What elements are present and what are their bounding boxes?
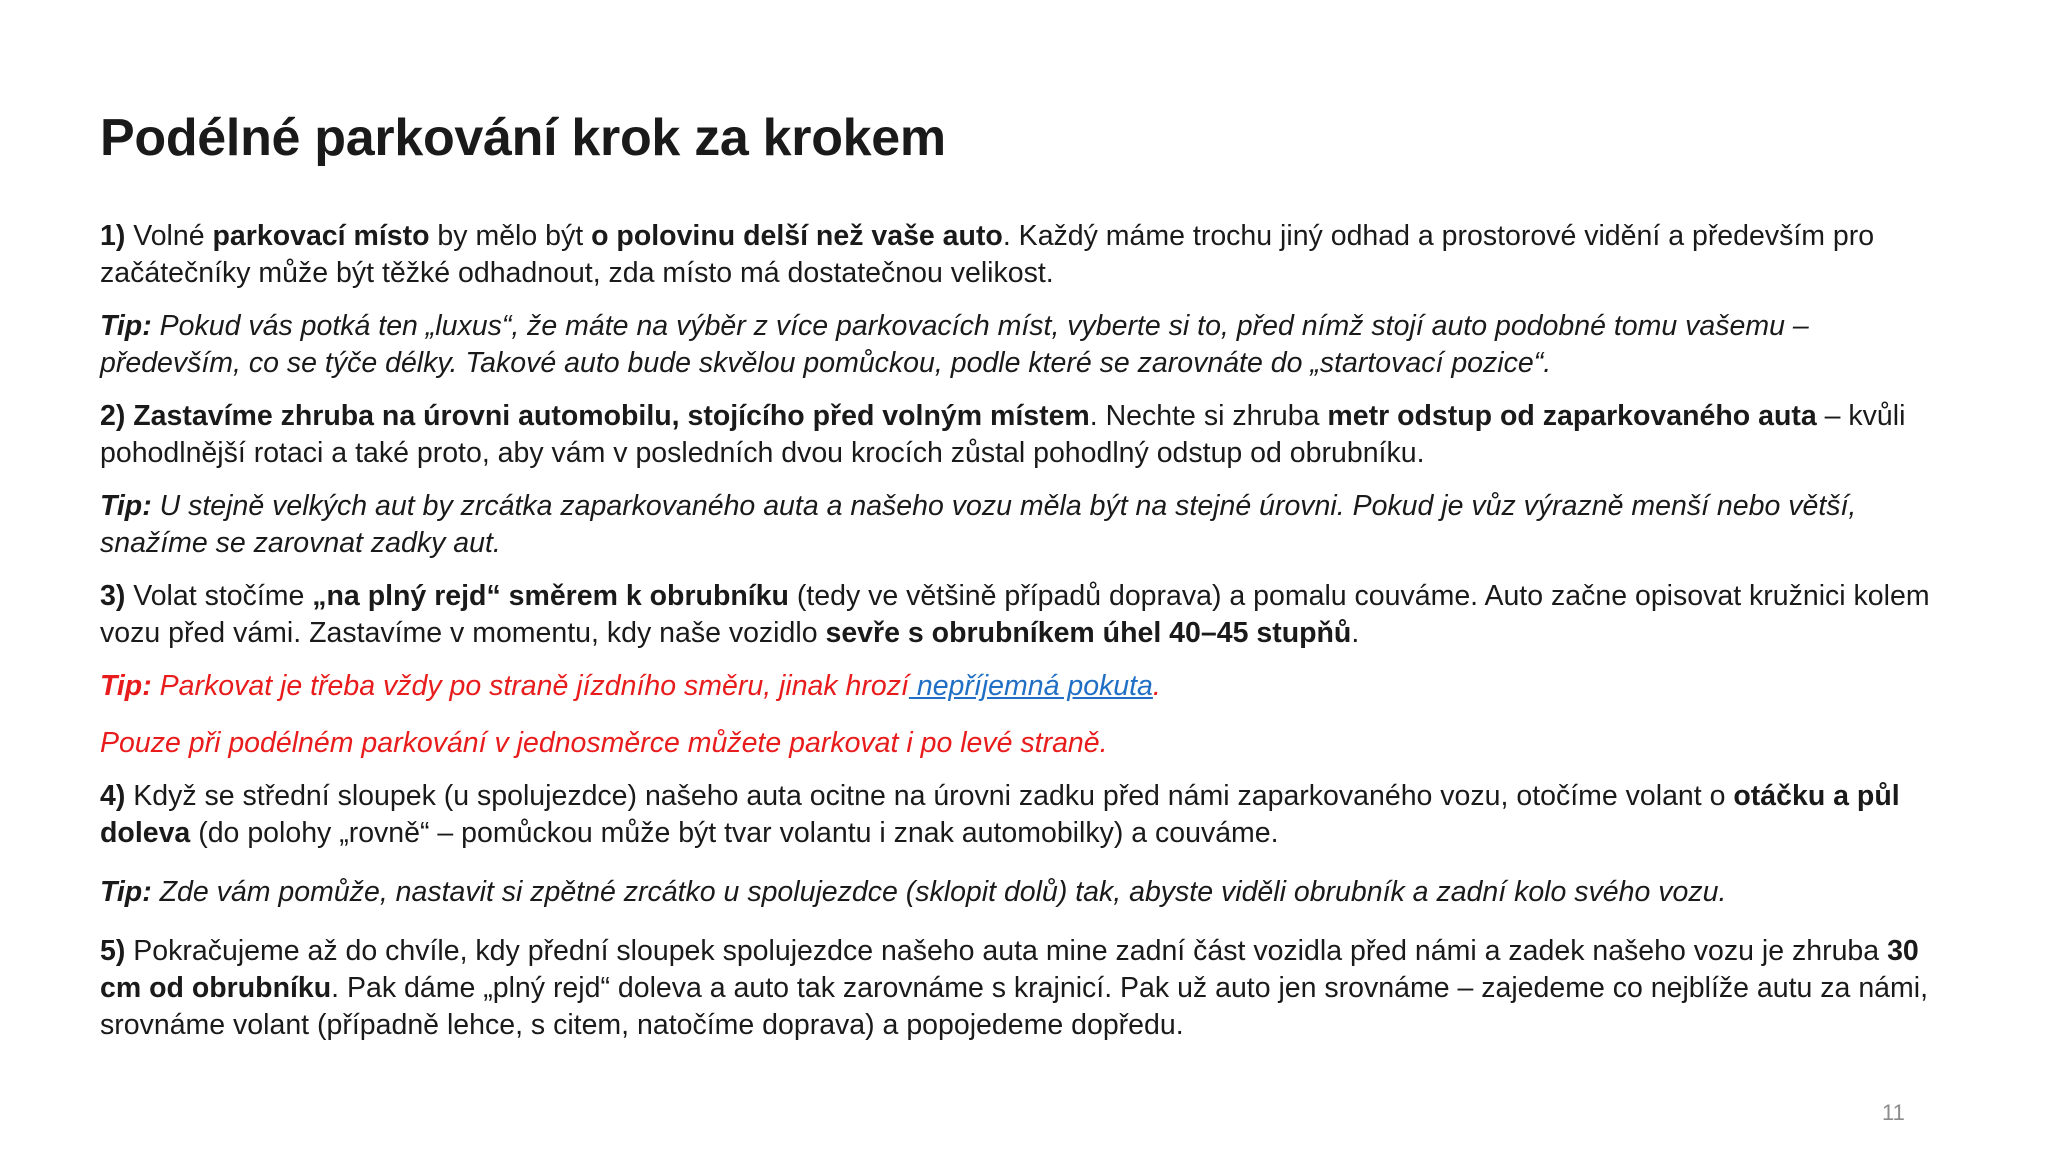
tip-label: Tip: <box>100 490 152 522</box>
step-4-paragraph <box>100 778 1950 852</box>
step-text: Volné <box>125 220 213 252</box>
step-text: . Nechte si zhruba <box>1089 400 1328 432</box>
step-5-paragraph <box>100 933 1950 1044</box>
step-text: Pokračujeme až do chvíle, kdy přední sloupek spolujezdce našeho auta mine zadní část vozidla před námi a zadek našeho vozu je zhruba <box>125 935 1888 967</box>
tip-4-paragraph <box>100 874 1950 911</box>
tip-text-end: . <box>1152 670 1161 702</box>
tip-1-paragraph <box>100 308 1950 382</box>
step-bold-text: Zastavíme zhruba na úrovni automobilu, stojícího před volným místem <box>125 400 1090 432</box>
tip-label: Tip: <box>100 310 152 342</box>
step-text: . Pak dáme „plný rejd“ doleva a auto tak zarovnáme s krajnicí. Pak už auto jen srovnáme – zajedeme co nejblíže autu za námi, srovnáme volant (případně lehce, s citem, natočíme doprava) a popojedeme dopředu. <box>100 972 1929 1041</box>
step-bold-text: „na plný rejd“ směrem k obrubníku <box>312 580 789 612</box>
step-bold-text: parkovací místo <box>212 220 430 252</box>
step-1-paragraph <box>100 218 1950 292</box>
one-way-note: Pouze při podélném parkování v jednosměrce můžete parkovat i po levé straně. <box>100 727 1108 759</box>
slide-content <box>100 218 1950 1060</box>
step-bold-text: sevře s obrubníkem úhel 40–45 stupňů <box>825 617 1352 649</box>
step-number: 2) <box>100 400 126 432</box>
step-text: – kvůli pohodlnější rotaci a také proto, aby vám v posledních dvou krocích zůstal pohodlný odstup od obrubníku. <box>100 400 1906 469</box>
tip-text: Zde vám pomůže, nastavit si zpětné zrcátko u spolujezdce (sklopit dolů) tak, abyste viděli obrubník a zadní kolo svého vozu. <box>151 876 1727 908</box>
step-text: . Každý máme trochu jiný odhad a prostorové vidění a především pro začátečníky může být těžké odhadnout, zda místo má dostatečnou velikost. <box>100 220 1875 289</box>
slide-title: Podélné parkování krok za krokem <box>100 109 946 167</box>
tip-3-paragraph <box>100 668 1950 705</box>
step-number: 1) <box>100 220 126 252</box>
tip-label: Tip: <box>100 670 152 702</box>
tip-text: Parkovat je třeba vždy po straně jízdního směru, jinak hrozí <box>151 670 909 702</box>
page-number: 11 <box>1882 1100 1905 1125</box>
tip-text: Pokud vás potká ten „luxus“, že máte na výběr z více parkovacích míst, vyberte si to, před nímž stojí auto podobné tomu vašemu – především, co se týče délky. Takové auto bude skvělou pomůckou, podle které se zarovnáte do „startovací pozice“. <box>100 310 1809 379</box>
step-bold-text: otáčku a půl doleva <box>100 780 1900 849</box>
step-bold-text: 30 cm od obrubníku <box>100 935 1919 1004</box>
step-text: (do polohy „rovně“ – pomůckou může být tvar volantu i znak automobilky) a couváme. <box>190 817 1279 849</box>
fine-link[interactable]: nepříjemná pokuta <box>908 670 1153 702</box>
step-number: 4) <box>100 780 126 812</box>
step-text: . <box>1351 617 1360 649</box>
step-bold-text: metr odstup od zaparkovaného auta <box>1327 400 1817 432</box>
step-2-paragraph <box>100 398 1950 472</box>
tip-2-paragraph <box>100 488 1950 562</box>
step-number: 5) <box>100 935 126 967</box>
step-3-paragraph <box>100 578 1950 652</box>
tip-text: U stejně velkých aut by zrcátka zaparkovaného auta a našeho vozu měla být na stejné úrovni. Pokud je vůz výrazně menší nebo větší, snažíme se zarovnat zadky aut. <box>100 490 1857 559</box>
tip-label: Tip: <box>100 876 152 908</box>
step-text: Volat stočíme <box>125 580 313 612</box>
step-bold-text: o polovinu delší než vaše auto <box>591 220 1003 252</box>
step-number: 3) <box>100 580 126 612</box>
step-text: (tedy ve většině případů doprava) a pomalu couváme. Auto začne opisovat kružnici kolem vozu před vámi. Zastavíme v momentu, kdy naše vozidlo <box>100 580 1930 649</box>
step-text: Když se střední sloupek (u spolujezdce) našeho auta ocitne na úrovni zadku před námi zaparkovaného vozu, otočíme volant o <box>125 780 1734 812</box>
step-text: by mělo být <box>429 220 592 252</box>
